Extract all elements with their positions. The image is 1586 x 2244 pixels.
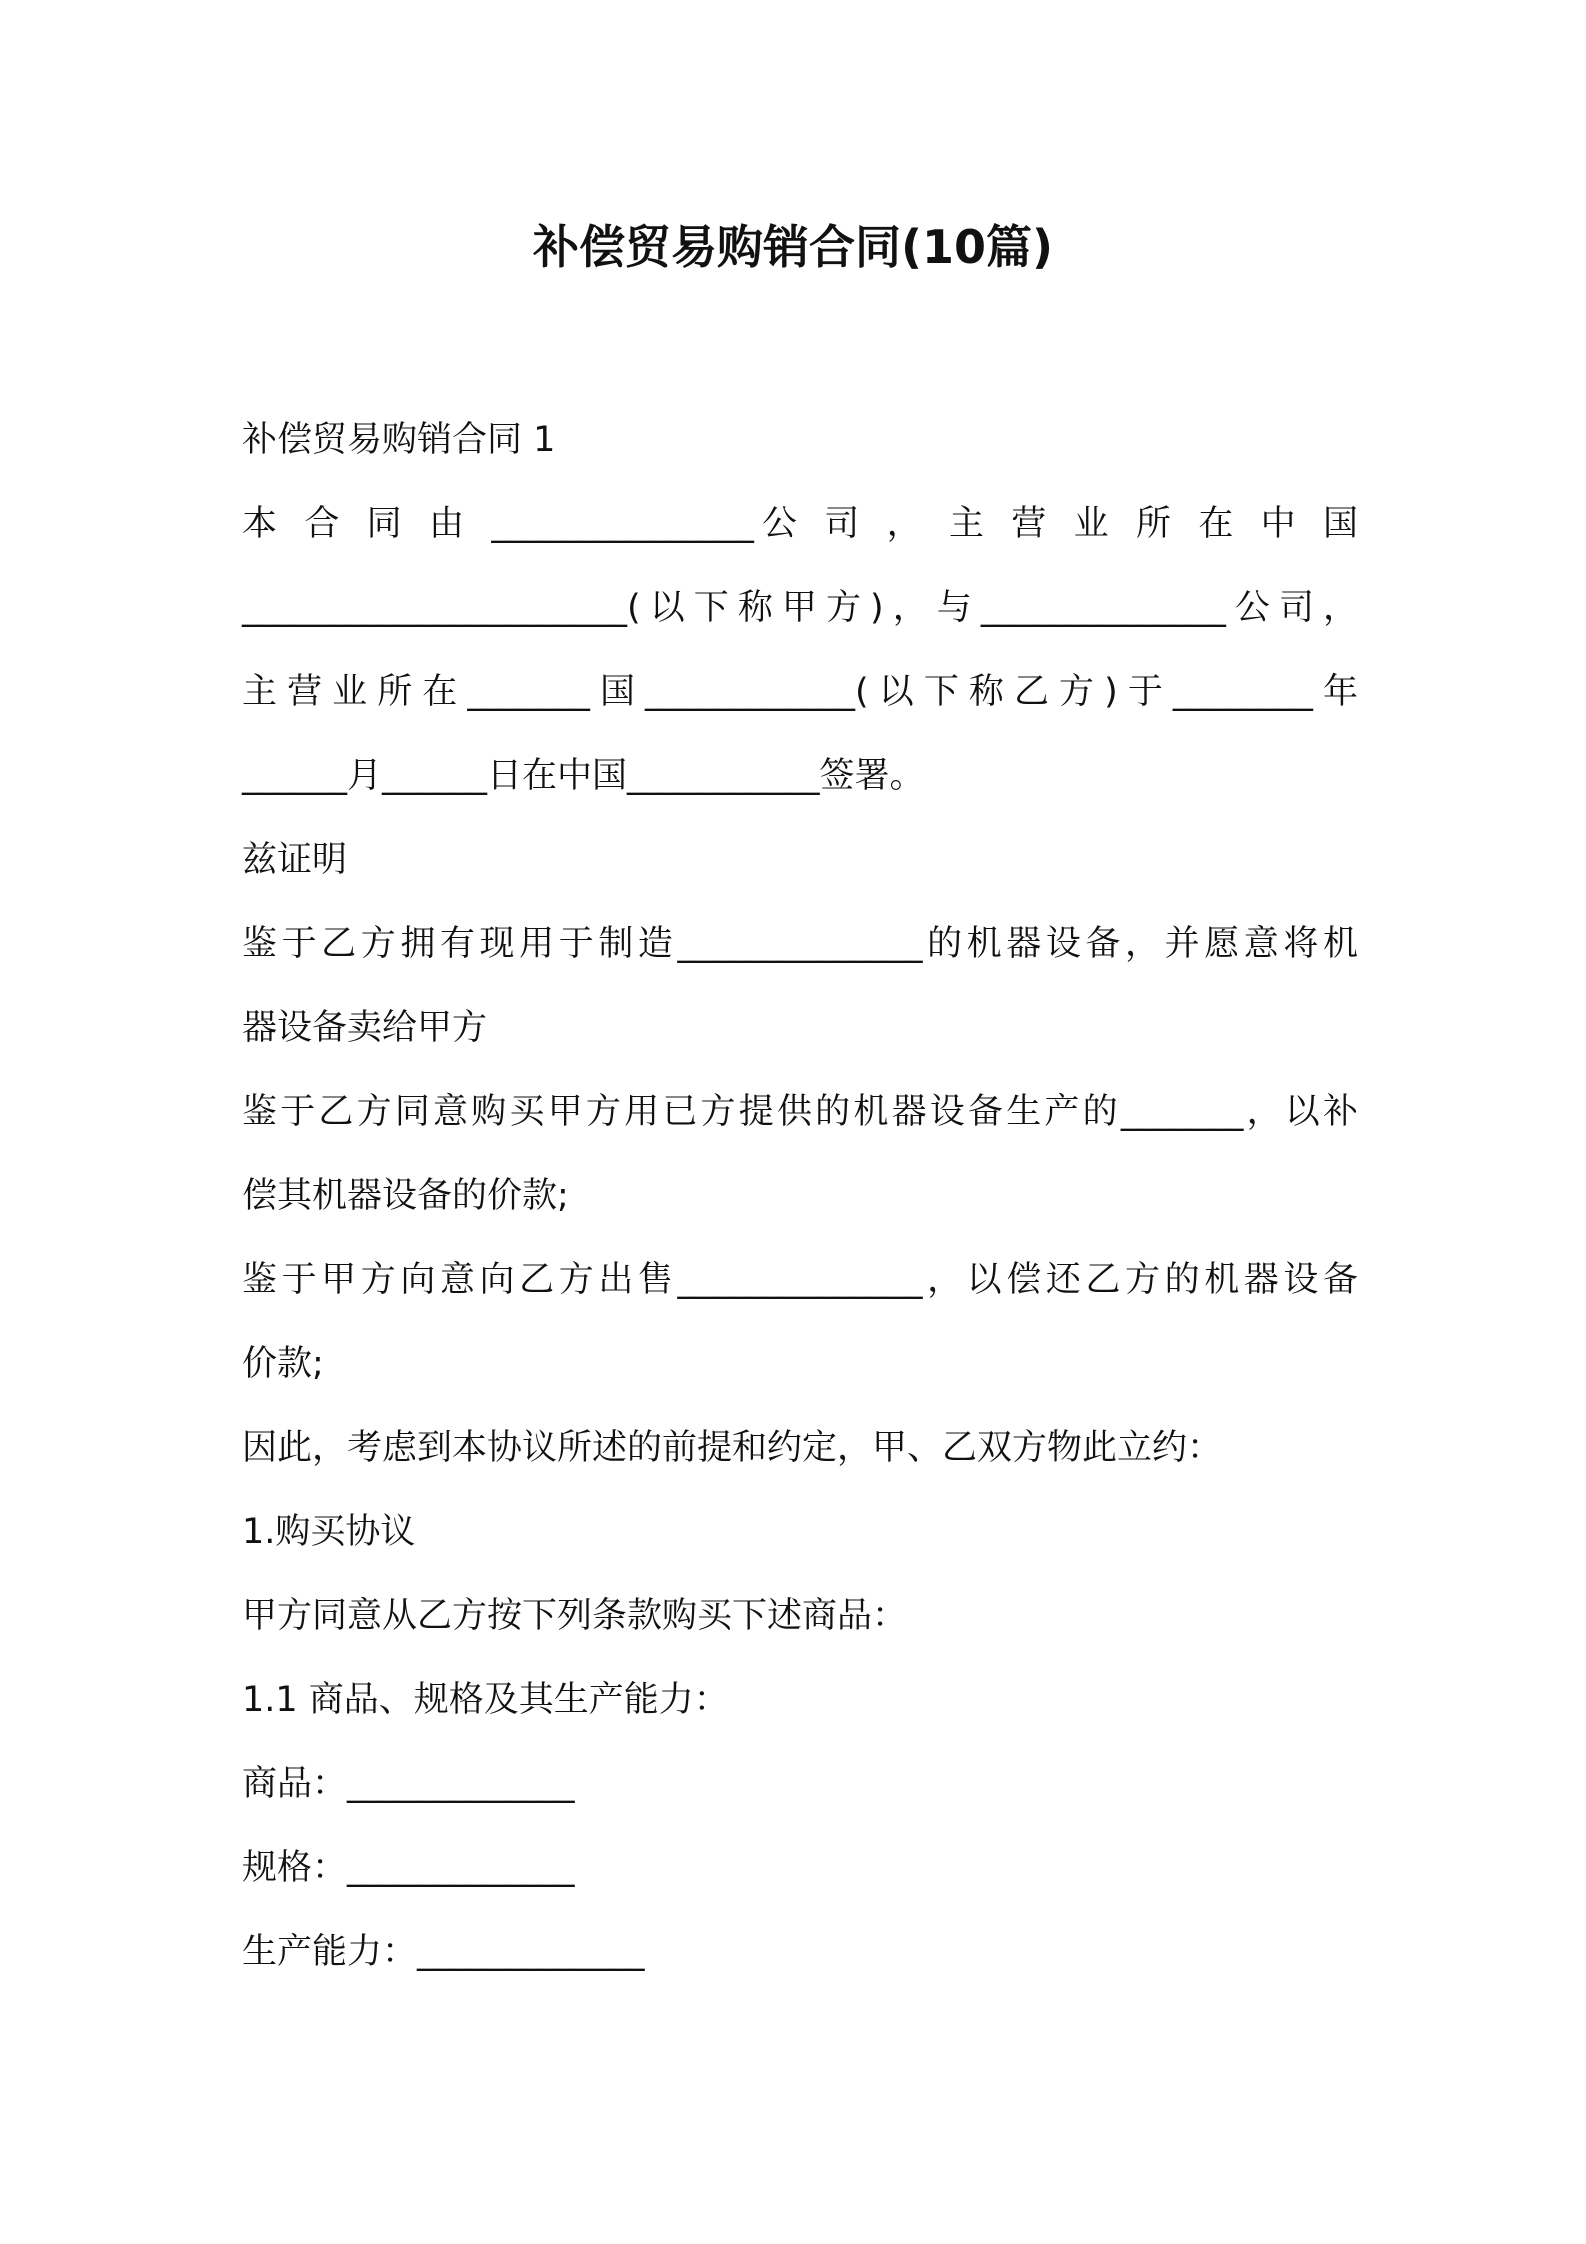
goods-field: 商品：_____________	[242, 1764, 575, 1804]
whereas-3-line-1: 鉴于甲方向意向乙方出售______________，以偿还乙方的机器设备	[242, 1260, 1358, 1300]
paragraph-1-line-4: ______月______日在中国___________签署。	[242, 756, 925, 796]
clause-1-1-heading: 1.1 商品、规格及其生产能力：	[242, 1680, 729, 1720]
specification-field: 规格：_____________	[242, 1848, 575, 1888]
paragraph-1-line-1: 本 合 同 由 _______________公 司 ， 主 营 业 所 在 中 国	[242, 504, 1358, 544]
section-heading: 补偿贸易购销合同 1	[242, 420, 556, 460]
whereas-1-line-2: 器设备卖给甲方	[242, 1008, 488, 1048]
whereas-2-line-1: 鉴于乙方同意购买甲方用已方提供的机器设备生产的_______，以补	[242, 1092, 1358, 1132]
clause-1-heading: 1.购买协议	[242, 1512, 416, 1552]
agreement-intro: 因此，考虑到本协议所述的前提和约定，甲、乙双方物此立约：	[242, 1428, 1223, 1468]
paragraph-1-line-3: 主营业所在_______国____________(以下称乙方)于________年	[242, 672, 1358, 712]
clause-1-text: 甲方同意从乙方按下列条款购买下述商品：	[242, 1596, 908, 1636]
paragraph-1-line-2: ______________________(以下称甲方)，与______________公司，	[242, 588, 1358, 628]
whereas-3-line-2: 价款;	[242, 1344, 324, 1384]
whereas-1-line-1: 鉴于乙方拥有现用于制造______________的机器设备，并愿意将机	[242, 924, 1358, 964]
whereas-2-line-2: 偿其机器设备的价款;	[242, 1176, 569, 1216]
document-title: 补偿贸易购销合同(10篇)	[532, 220, 1054, 274]
capacity-field: 生产能力：_____________	[242, 1932, 645, 1972]
witness-line: 兹证明	[242, 840, 348, 880]
